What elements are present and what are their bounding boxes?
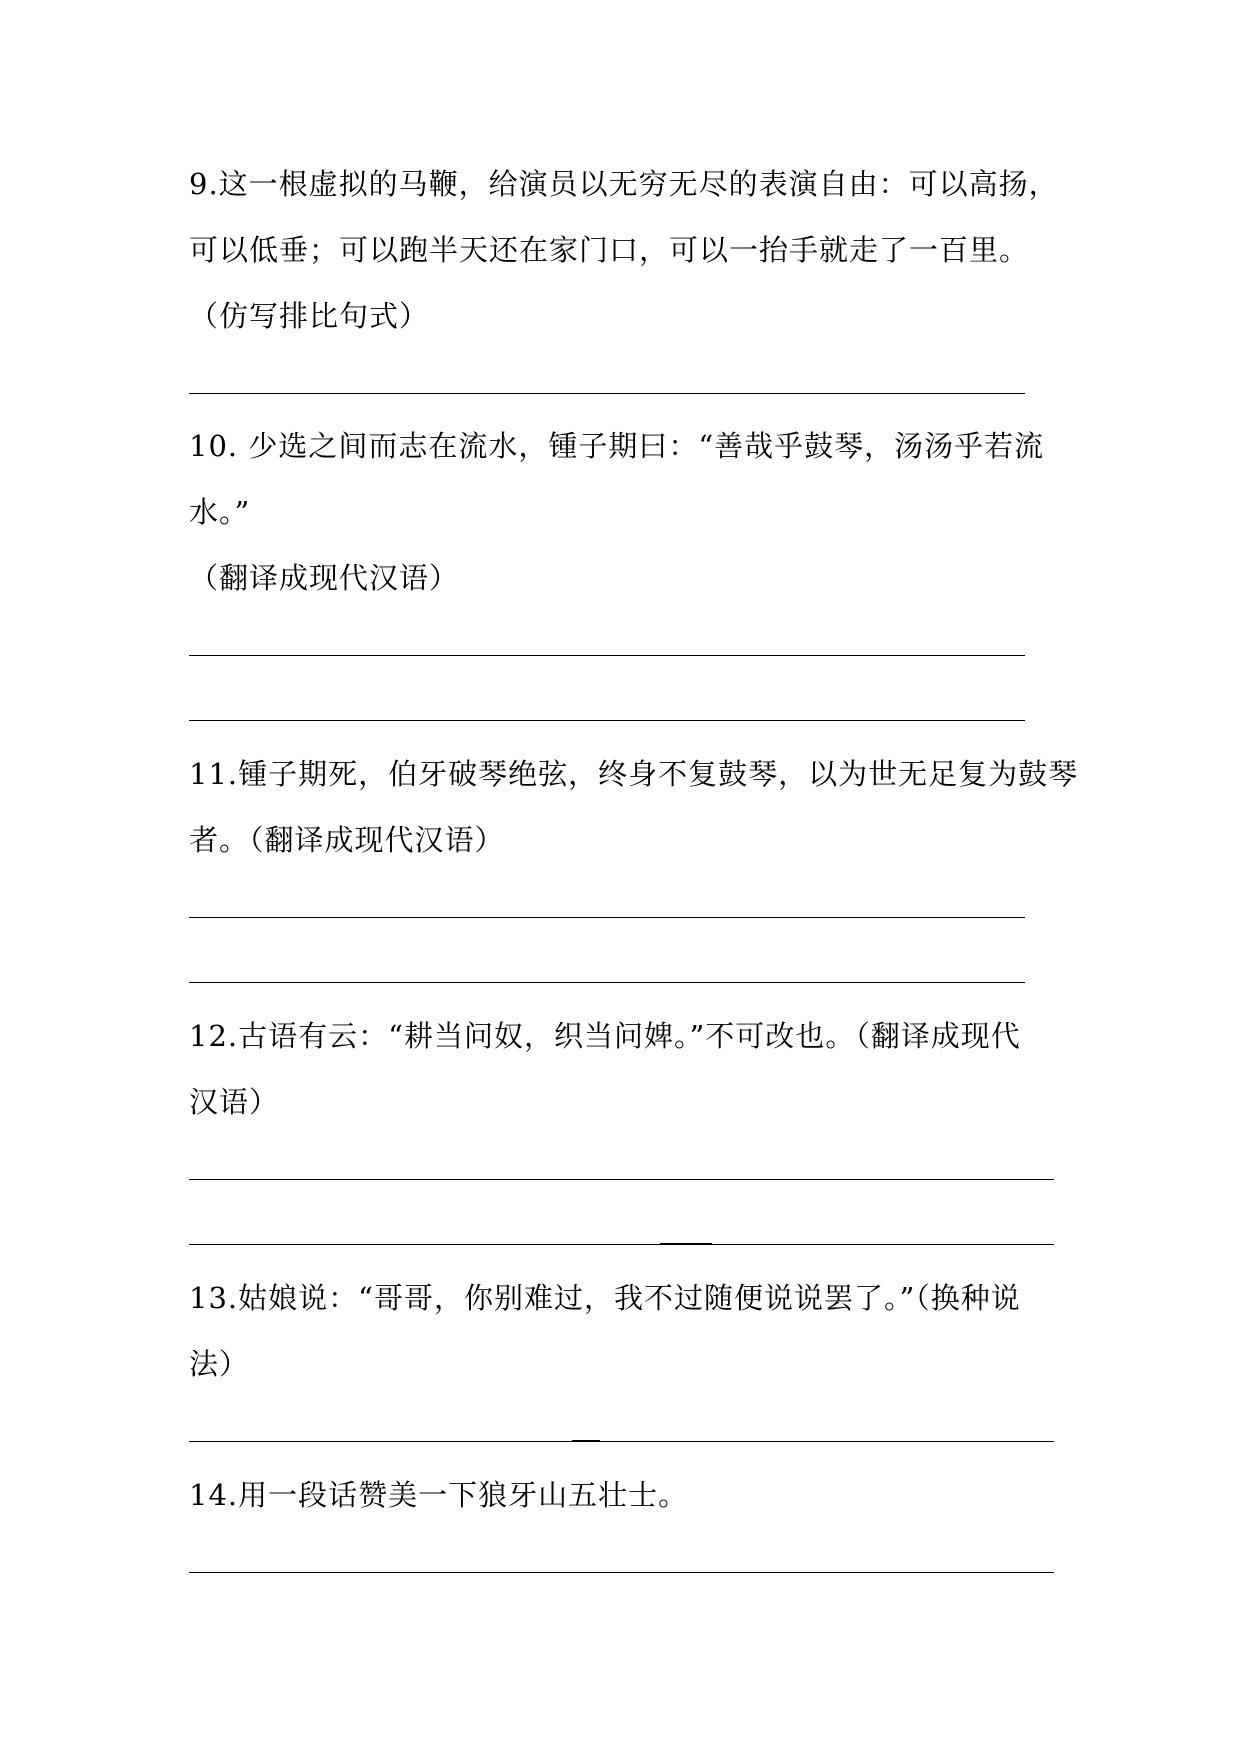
q10-answer-line-1[interactable]	[189, 655, 1025, 656]
q11-text-line1: 11.锺子期死，伯牙破琴绝弦，终身不复鼓琴，以为世无足复为鼓琴	[189, 757, 1079, 791]
q11-answer-line-2[interactable]	[189, 982, 1025, 983]
q13-answer-line[interactable]	[189, 1441, 1054, 1442]
q14-text-line1: 14.用一段话赞美一下狼牙山五壮士。	[189, 1478, 689, 1512]
q10-text-line1: 10. 少选之间而志在流水，锺子期曰：“善哉乎鼓琴，汤汤乎若流	[189, 429, 1045, 463]
q10-text-line2: 水。”	[189, 495, 251, 529]
q10-answer-line-2[interactable]	[189, 720, 1025, 721]
stray-mark	[572, 1440, 600, 1442]
q13-text-line2: 法）	[189, 1347, 250, 1381]
q9-text-line1: 9.这一根虚拟的马鞭，给演员以无穷无尽的表演自由：可以高扬，	[189, 167, 1059, 201]
q11-text-line2: 者。（翻译成现代汉语）	[189, 823, 505, 857]
q13-text-line1: 13.姑娘说：“哥哥，你别难过，我不过随便说说罢了。”（换种说	[189, 1281, 1021, 1315]
q12-answer-line-2[interactable]	[189, 1244, 1054, 1245]
q12-text-line1: 12.古语有云：“耕当问奴，织当问婢。”不可改也。（翻译成现代	[189, 1019, 1021, 1053]
q14-answer-line[interactable]	[189, 1572, 1054, 1573]
q9-instruction: （仿写排比句式）	[189, 299, 430, 333]
stray-mark	[660, 1243, 712, 1245]
q12-answer-line-1[interactable]	[189, 1179, 1054, 1180]
q10-instruction: （翻译成现代汉语）	[189, 561, 460, 595]
q12-text-line2: 汉语）	[189, 1085, 280, 1119]
q9-text-line2: 可以低垂；可以跑半天还在家门口，可以一抬手就走了一百里。	[189, 233, 1030, 267]
q9-answer-line[interactable]	[189, 393, 1025, 394]
q11-answer-line-1[interactable]	[189, 917, 1025, 918]
